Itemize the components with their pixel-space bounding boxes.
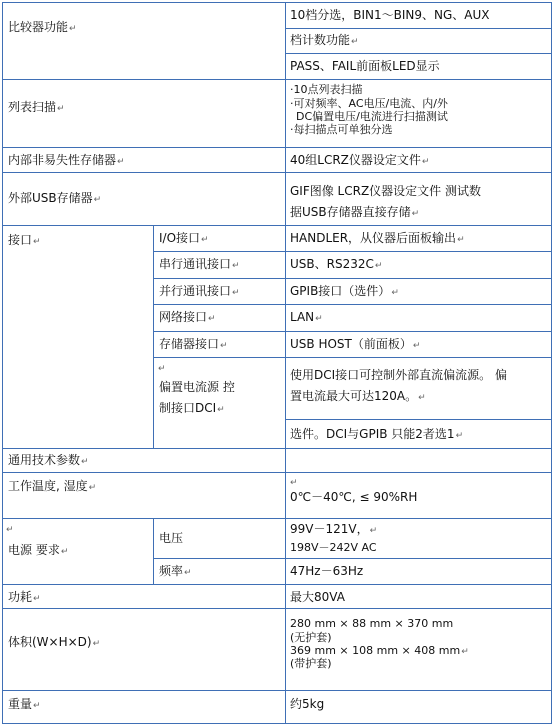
io-interface-value: HANDLER，从仪器后面板输出↵	[290, 231, 465, 245]
list-scan-value-2: ·可对频率、AC电压/电流、内/外	[290, 97, 448, 110]
io-interface-label: I/O接口↵	[159, 231, 209, 245]
power-label: 电源 要求↵	[8, 543, 69, 557]
dimensions-label: 体积(W×H×D)↵	[8, 635, 101, 649]
dimensions-value-2: (无护套)	[290, 631, 332, 644]
dimensions-value-3: 369 mm × 108 mm × 408 mm↵	[290, 644, 469, 657]
voltage-value-2: 198V－242V AC	[290, 541, 377, 554]
storage-interface-label: 存储器接口↵	[159, 337, 228, 351]
dci-interface-label-2: 制接口DCI↵	[159, 401, 225, 415]
usb-storage-label: 外部USB存储器↵	[8, 191, 102, 205]
list-scan-value-1: ·10点列表扫描	[290, 83, 363, 96]
list-scan-value-3: DC偏置电压/电流进行扫描测试	[296, 110, 448, 123]
weight-label: 重量↵	[8, 697, 41, 711]
dci-interface-label-1: 偏置电流源 控	[159, 380, 235, 394]
frequency-value: 47Hz－63Hz	[290, 564, 364, 578]
dci-interface-value-3: 选件。DCI与GPIB 只能2者选1↵	[290, 427, 464, 441]
list-scan-label: 列表扫描↵	[8, 100, 65, 114]
consumption-label: 功耗↵	[8, 590, 41, 604]
comparator-label: 比较器功能↵	[8, 20, 77, 34]
comparator-value-2: 档计数功能↵	[290, 33, 359, 47]
dci-interface-value-2: 置电流最大可达120A。↵	[290, 389, 426, 403]
power-mark: ↵	[6, 525, 14, 535]
interface-label: 接口↵	[8, 233, 41, 247]
dci-interface-value-1: 使用DCI接口可控制外部直流偏流源。 偏	[290, 368, 507, 382]
temperature-mark: ↵	[290, 478, 298, 488]
internal-storage-value: 40组LCRZ仪器设定文件↵	[290, 153, 430, 167]
dimensions-value-1: 280 mm × 88 mm × 370 mm	[290, 617, 454, 630]
comparator-value-1: 10档分选，BIN1～BIN9、NG、AUX	[290, 8, 490, 22]
weight-value: 约5kg	[290, 697, 325, 711]
voltage-value-1: 99V－121V，↵	[290, 522, 378, 536]
network-interface-label: 网络接口↵	[159, 310, 216, 324]
parallel-interface-label: 并行通讯接口↵	[159, 284, 240, 298]
usb-storage-value-2: 据USB存储器直接存储↵	[290, 205, 420, 219]
voltage-label: 电压	[159, 531, 184, 545]
usb-storage-value-1: GIF图像 LCRZ仪器设定文件 测试数	[290, 184, 481, 198]
list-scan-value-4: ·每扫描点可单独分选	[290, 123, 393, 136]
storage-interface-value: USB HOST（前面板）↵	[290, 337, 421, 351]
comparator-value-3: PASS、FAIL前面板LED显示	[290, 59, 440, 73]
general-params-heading: 通用技术参数↵	[8, 453, 89, 467]
parallel-interface-value: GPIB接口（选件）↵	[290, 284, 399, 298]
frequency-label: 频率↵	[159, 564, 192, 578]
dimensions-value-4: (带护套)	[290, 657, 332, 670]
internal-storage-label: 内部非易失性存储器↵	[8, 153, 125, 167]
serial-interface-value: USB、RS232C↵	[290, 257, 383, 271]
dci-mark: ↵	[158, 364, 166, 374]
network-interface-value: LAN↵	[290, 310, 323, 324]
serial-interface-label: 串行通讯接口↵	[159, 257, 240, 271]
temperature-value: 0℃－40℃, ≤ 90%RH	[290, 490, 418, 504]
temperature-label: 工作温度, 湿度↵	[8, 479, 97, 493]
consumption-value: 最大80VA	[290, 590, 345, 604]
